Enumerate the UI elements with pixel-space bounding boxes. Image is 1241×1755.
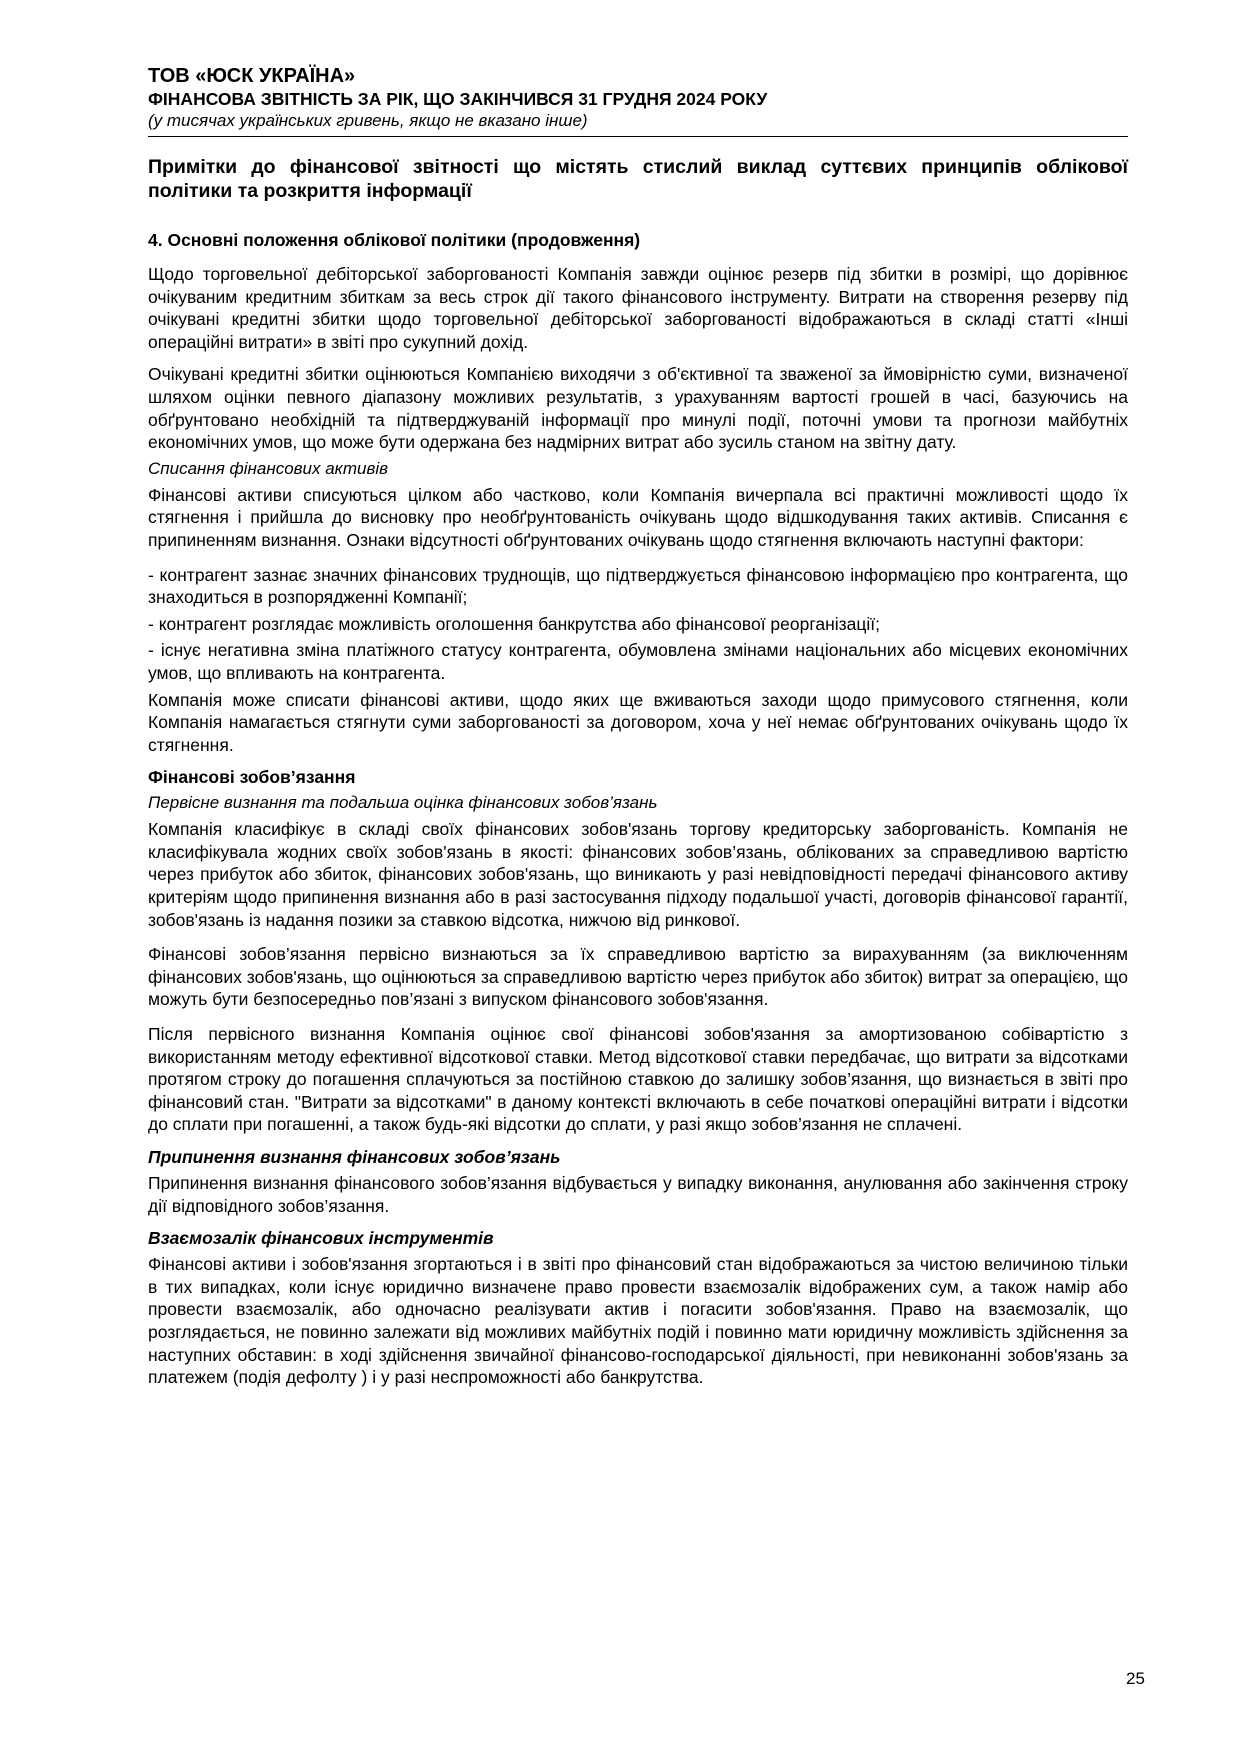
notes-title: Примітки до фінансової звітності що містять стислий виклад суттєвих принципів облікової політики та розкриття інформації bbox=[148, 156, 1128, 202]
page-number: 25 bbox=[1126, 1669, 1145, 1688]
write-off-heading: Списання фінансових активів bbox=[148, 458, 389, 478]
paragraph-offsetting: Фінансові активи і зобов'язання згортаються і в звіті про фінансовий стан відображаються за чистою величиною тільки в тих випадках, коли існує юридично визначене право провести взаємозалік відображених сум, а також намір або провести взаємозалік, або одночасно реалізувати актив і погасити зобов'язання. Право на взаємозалік, що розглядається, не повинно залежати від можливих майбутніх подій і повинно мати юридичну можливість здійснення за наступних обставин: в ході здійснення звичайної фінансово-господарської діяльності, при невиконанні зобов'язань за платежем (подія дефолту ) і у разі неспроможності або банкрутства. bbox=[148, 1254, 1128, 1388]
company-name: ТОВ «ЮСК УКРАЇНА» bbox=[148, 65, 356, 87]
bullet-financial-difficulty: - контрагент зазнає значних фінансових труднощів, що підтверджується фінансовою інформацією про контрагента, що знаходиться в розпорядженні Компанії; bbox=[148, 564, 1128, 608]
paragraph-derecognition: Припинення визнання фінансового зобов’язання відбувається у випадку виконання, анулювання або закінчення строку дії відповідного зобов’язання. bbox=[148, 1173, 1128, 1216]
units-note: (у тисячах українських гривень, якщо не вказано інше) bbox=[148, 110, 1128, 137]
paragraph-enforcement: Компанія може списати фінансові активи, щодо яких ще вживаються заходи щодо примусового стягнення, коли Компанія намагається стягнути суми заборгованості за договором, хоча у неї немає обґрунтованих очікувань щодо їх стягнення. bbox=[148, 689, 1128, 755]
liabilities-subheading: Первісне визнання та подальша оцінка фінансових зобов’язань bbox=[148, 793, 658, 813]
paragraph-expected-credit-loss: Очікувані кредитні збитки оцінюються Компанією виходячи з об'єктивної та зваженої за ймовірністю суми, визначеної шляхом оцінки певного діапазону можливих результатів, з урахуванням вартості грошей в часі, базуючись на обґрунтовано необхідній та підтверджуваній інформації про минулі події, поточні умови та прогнози майбутніх економічних умов, що може бути одержана без надмірних витрат або зусиль станом на звітну дату. bbox=[148, 364, 1128, 453]
paragraph-receivables-allowance: Щодо торговельної дебіторської заборгованості Компанія завжди оцінює резерв під збитки в розмірі, що дорівнює очікуваним кредитним збиткам за весь строк дії такого фінансового інструменту. Витрати на створення резерву під очікувані кредитні збитки щодо торговельної дебіторської заборгованості відображаються в складі статті «Інші операційні витрати» в звіті про сукупний дохід. bbox=[148, 264, 1128, 352]
paragraph-write-off: Фінансові активи списуються цілком або частково, коли Компанія вичерпала всі практичні можливості щодо їх стягнення і прийшла до висновку про необґрунтованість очікувань щодо відшкодування таких активів. Списання є припиненням визнання. Ознаки відсутності обґрунтованих очікувань щодо стягнення включають наступні фактори: bbox=[148, 484, 1128, 550]
derecognition-heading: Припинення визнання фінансових зобов’язань bbox=[148, 1147, 561, 1167]
offset-heading: Взаємозалік фінансових інструментів bbox=[148, 1228, 494, 1249]
bullet-bankruptcy: - контрагент розглядає можливість оголошення банкрутства або фінансової реорганізації; bbox=[148, 613, 881, 634]
report-title: ФІНАНСОВА ЗВІТНІСТЬ ЗА РІК, ЩО ЗАКІНЧИВСЯ 31 ГРУДНЯ 2024 РОКУ bbox=[148, 89, 768, 109]
bullet-payment-status: - існує негативна зміна платіжного статусу контрагента, обумовлена змінами національних або місцевих економічних умов, що впливають на контрагента. bbox=[148, 640, 1128, 683]
document-page bbox=[148, 64, 1128, 1389]
liabilities-heading: Фінансові зобов’язання bbox=[148, 767, 356, 788]
section-title: 4. Основні положення облікової політики (продовження) bbox=[148, 230, 641, 250]
paragraph-amortised-cost: Після первісного визнання Компанія оцінює свої фінансові зобов'язання за амортизованою собівартістю з використанням методу ефективної відсоткової ставки. Метод відсоткової ставки передбачає, що витрати за відсотками протягом строку до погашення сплачуються за постійною ставкою до залишку зобов’язання, що визнається в звіті про фінансовий стан. "Витрати за відсотками" в даному контексті включають в себе початкові операційні витрати і відсотки до сплати при погашенні, а також будь-які відсотки до сплати, у разі якщо зобов’язання не сплачені. bbox=[148, 1024, 1128, 1135]
paragraph-initial-recognition: Фінансові зобов’язання первісно визнаються за їх справедливою вартістю за вирахуванням (за виключенням фінансових зобов'язань, що оцінюються за справедливою вартістю через прибуток або збиток) витрат за операцією, що можуть бути безпосередньо пов’язані з випуском фінансового зобов'язання. bbox=[148, 944, 1128, 1010]
paragraph-liabilities-classification: Компанія класифікує в складі своїх фінансових зобов'язань торгову кредиторську заборгованість. Компанія не класифікувала жодних своїх зобов'язань в якості: фінансових зобов’язань, облікованих за справедливою вартістю через прибуток або збиток, фінансових зобов'язань, що виникають у разі невідповідності передачі фінансового активу критеріям щодо припинення визнання або в разі застосування підходу подальшої участі, договорів фінансової гарантії, зобов'язань із надання позики за ставкою відсотка, нижчою від ринкової. bbox=[148, 819, 1128, 930]
